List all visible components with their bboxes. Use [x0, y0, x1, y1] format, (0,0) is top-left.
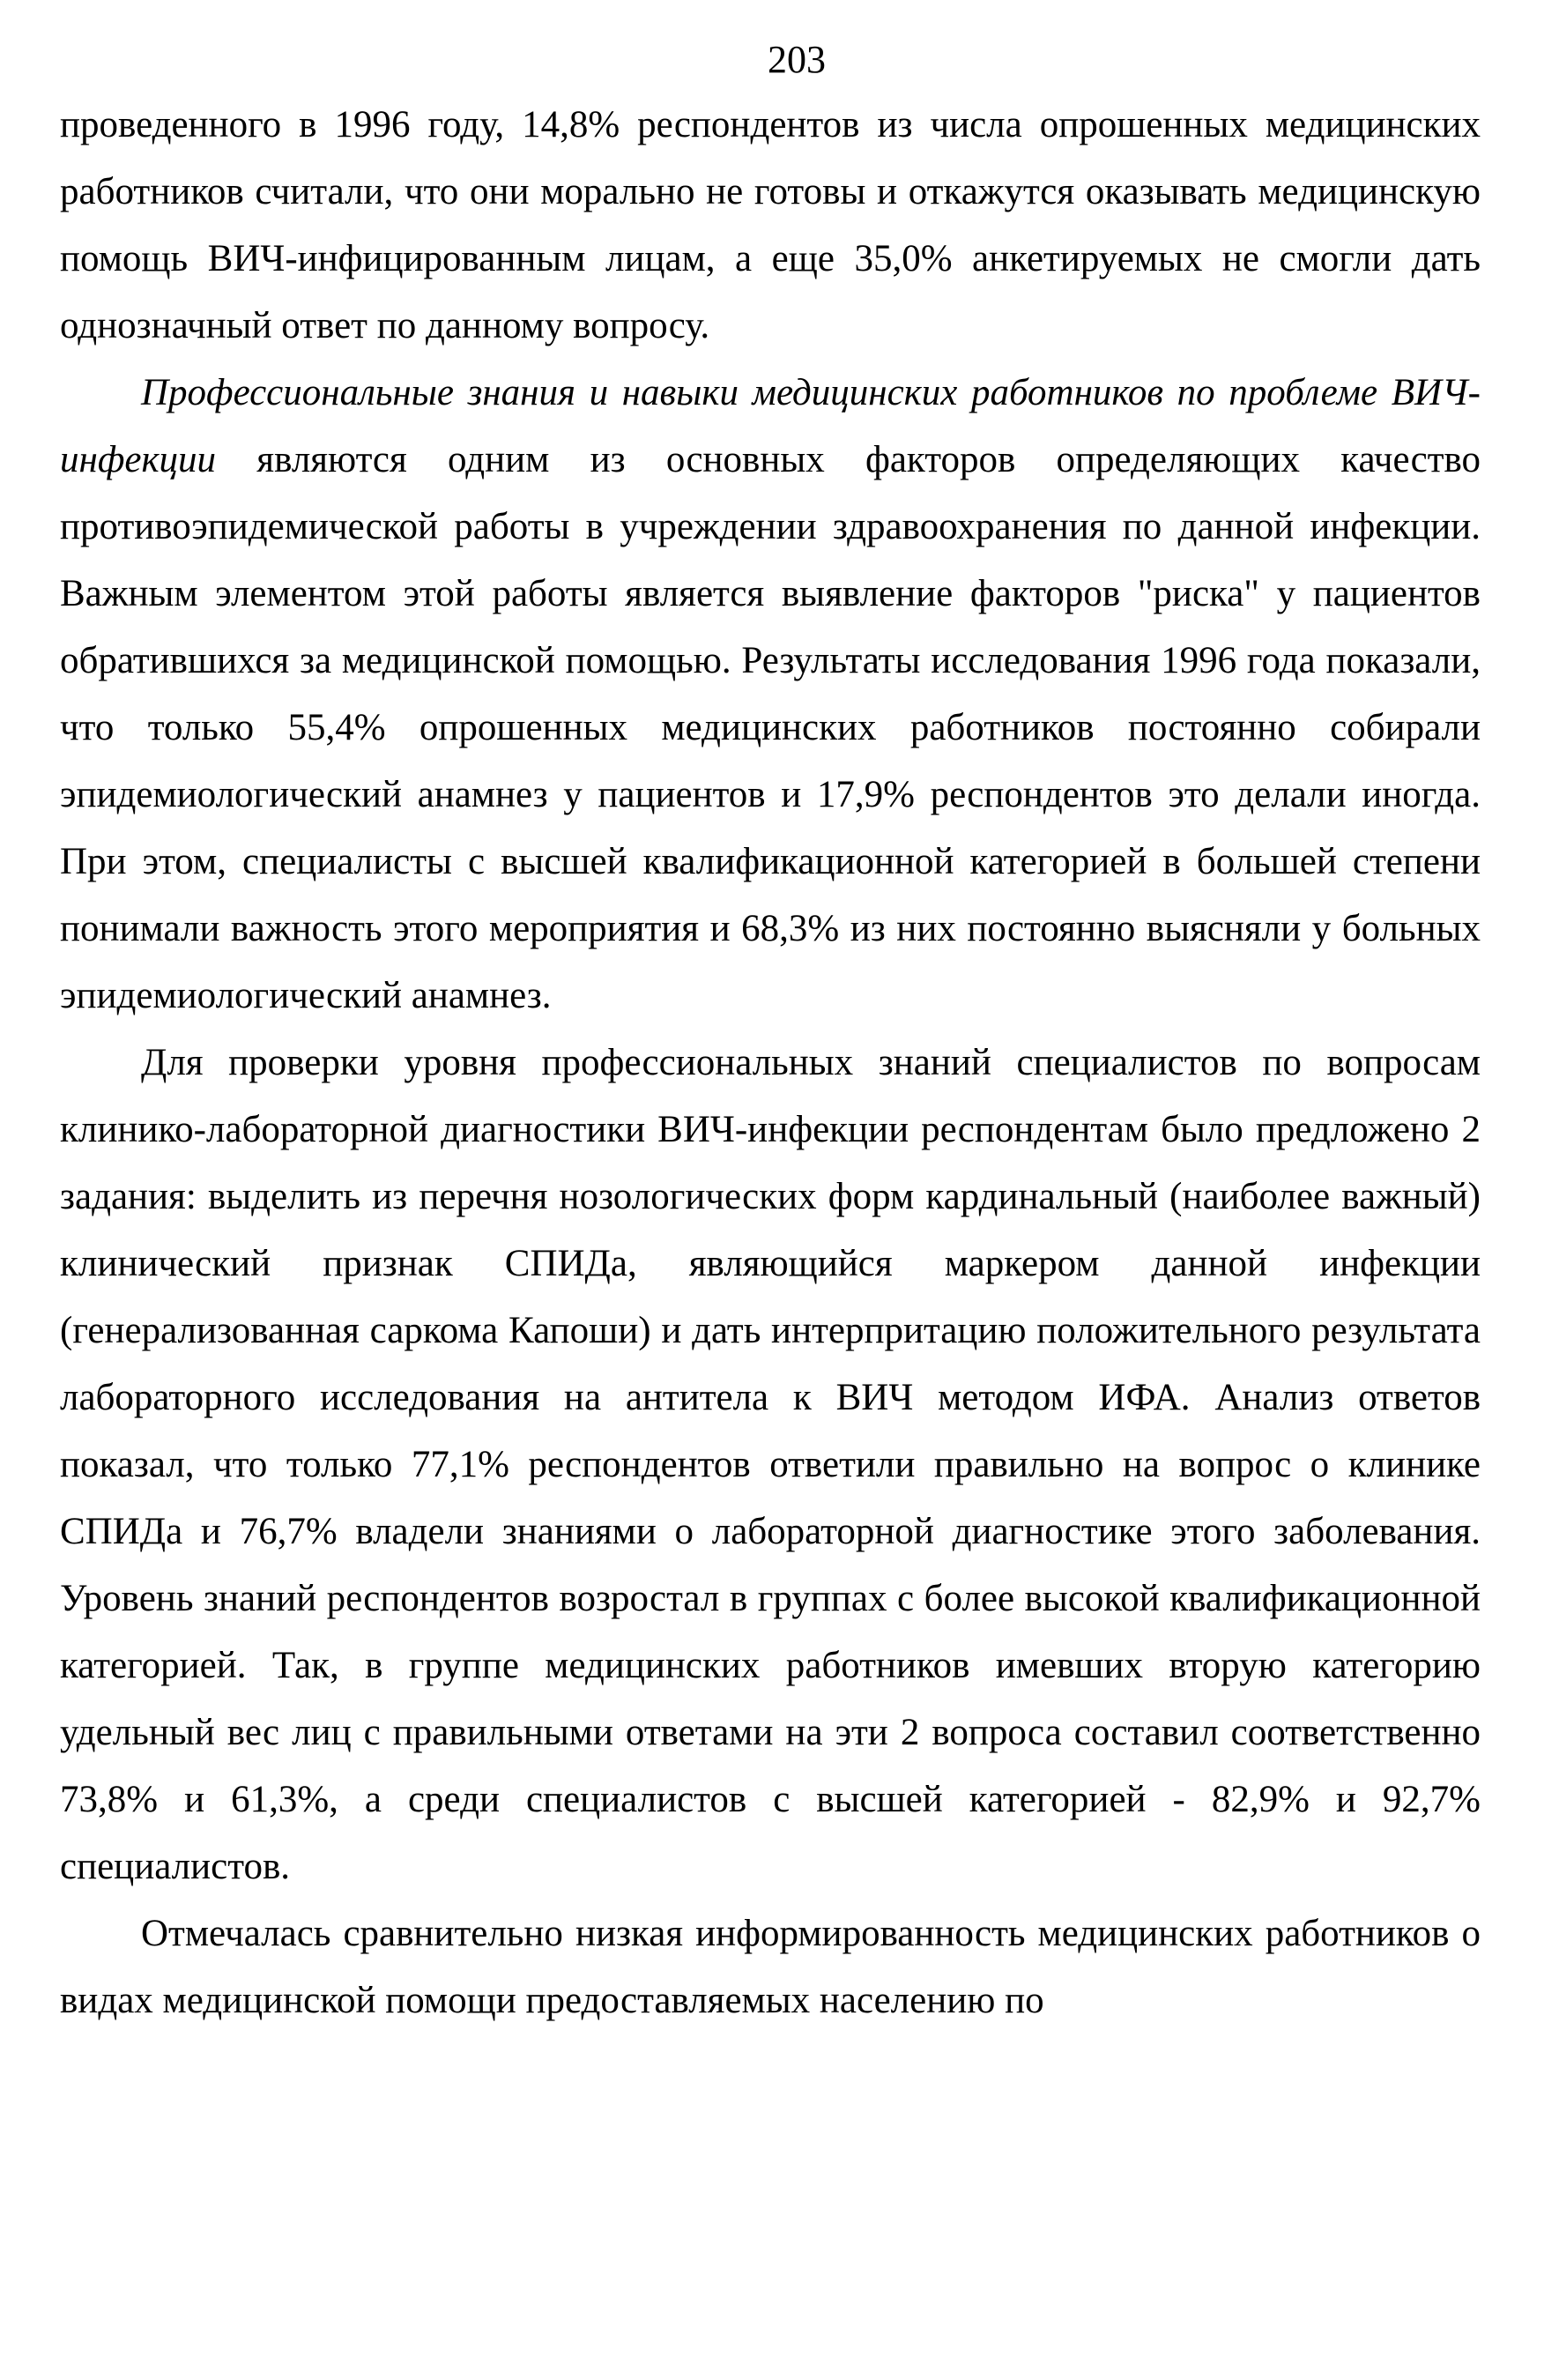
paragraph-2-italic-lead: Профессиональные знания и навыки медицинских работников по проблеме ВИЧ-инфекции [60, 372, 1481, 480]
paragraph-2 [60, 360, 1481, 1030]
paragraph-1: проведенного в 1996 году, 14,8% респондентов из числа опрошенных медицинских работников считали, что они морально не готовы и откажутся оказывать медицинскую помощь ВИЧ-инфицированным лицам, а еще 35,0% анкетируемых не смогли дать однозначный ответ по данному вопросу. [60, 104, 1481, 346]
paragraph-4: Отмечалась сравнительно низкая информированность медицинских работников о видах медицинской помощи предоставляемых населению по [60, 1913, 1481, 2021]
paragraph-2-text: являются одним из основных факторов определяющих качество противоэпидемической работы в учреждении здравоохранения по данной инфекции. Важным элементом этой работы является выявление факторов "риска" у пациентов обратившихся за медицинской помощью. Результаты исследования 1996 года показали, что только 55,4% опрошенных медицинских работников постоянно собирали эпидемиологический анамнез у пациентов и 17,9% респондентов это делали иногда. При этом, специалисты с высшей квалификационной категорией в большей степени понимали важность этого мероприятия и 68,3% из них постоянно выясняли у больных эпидемиологический анамнез. [60, 439, 1481, 1016]
document-page [60, 35, 1481, 2034]
page-number: 203 [768, 38, 826, 81]
paragraph-3: Для проверки уровня профессиональных знаний специалистов по вопросам клинико-лабораторной диагностики ВИЧ-инфекции респондентам было предложено 2 задания: выделить из перечня нозологических форм кардинальный (наиболее важный) клинический признак СПИДа, являющийся маркером данной инфекции (генерализованная саркома Капоши) и дать интерпритацию положительного результата лабораторного исследования на антитела к ВИЧ методом ИФА. Анализ ответов показал, что только 77,1% респондентов ответили правильно на вопрос о клинике СПИДа и 76,7% владели знаниями о лабораторной диагностике этого заболевания. Уровень знаний респондентов возростал в группах с более высокой квалификационной категорией. Так, в группе медицинских работников имевших вторую категорию удельный вес лиц с правильными ответами на эти 2 вопроса составил соответственно 73,8% и 61,3%, а среди специалистов с высшей категорией - 82,9% и 92,7% специалистов. [60, 1042, 1481, 1887]
